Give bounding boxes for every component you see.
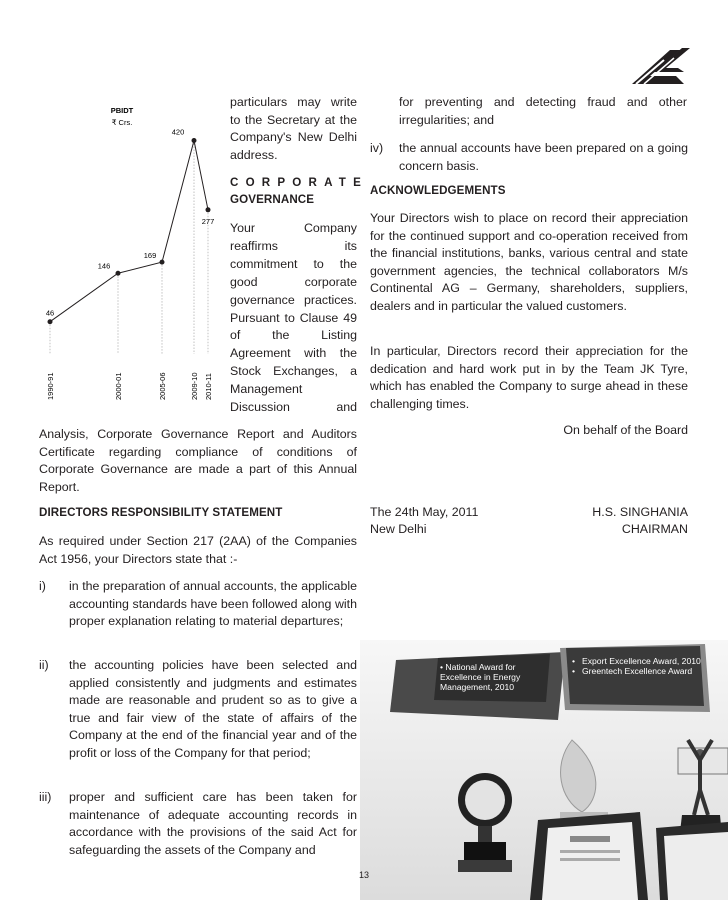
award-greentech: Greentech Excellence Award bbox=[582, 666, 693, 676]
item-iv bbox=[370, 140, 688, 176]
drs-intro: As required under Section 217 (2AA) of the Companies Act 1956, your Directors state that :- bbox=[39, 534, 357, 566]
drs-heading: DIRECTORS RESPONSIBILITY STATEMENT bbox=[39, 506, 283, 519]
drs-item-number: ii) bbox=[39, 658, 49, 672]
chart-x-tick-label: 2005-06 bbox=[158, 372, 167, 400]
drs-item-2 bbox=[39, 657, 357, 787]
chart-unit-label: ₹ Crs. bbox=[111, 118, 133, 127]
award-energy-management: National Award for Excellence in Energy Management, 2010 bbox=[440, 662, 521, 692]
chart-title: PBIDT bbox=[110, 106, 134, 115]
chart-data-label: 420 bbox=[171, 127, 185, 137]
awards-photo bbox=[360, 640, 728, 900]
jk-logo-icon bbox=[630, 46, 692, 86]
chart-data-point bbox=[160, 260, 165, 265]
chart-data-label: 169 bbox=[143, 251, 157, 261]
chart-data-point bbox=[192, 138, 197, 143]
pbidt-chart bbox=[36, 96, 220, 406]
award-caption-right bbox=[572, 656, 702, 676]
chart-data-label: 46 bbox=[45, 308, 55, 318]
chart-x-tick-label: 2009-10 bbox=[190, 372, 199, 400]
corporate-governance-heading: CORPORATE bbox=[230, 176, 369, 189]
drs-item-text: proper and sufficient care has been taken for maintenance of adequate accounting records in accordance with the provisions of the said Act for safeguarding the assets of the Company and bbox=[69, 790, 357, 857]
bullet-icon: • bbox=[440, 662, 446, 672]
chart-data-label: 277 bbox=[201, 216, 215, 226]
drs-item-number: iii) bbox=[39, 790, 52, 804]
drs-item-1 bbox=[39, 578, 357, 648]
drs-item-text: the accounting policies have been selected and applied consistently and judgments and estimates made are reasonable and prudent so as to give a true and fair view of the state of affairs of the Company at the end of the financial year and of the profit or loss of the Company for that period; bbox=[69, 658, 357, 760]
award-caption-left bbox=[440, 662, 550, 692]
signature-date: The 24th May, 2011 bbox=[370, 505, 479, 519]
acknowledgements-paragraph-2: In particular, Directors record their appreciation for the dedication and hard work put in by the Team JK Tyre, which has enabled the Company to surge ahead in these challenging times. bbox=[370, 344, 688, 411]
on-behalf-of-board: On behalf of the Board bbox=[563, 423, 688, 437]
drs-item-text: in the preparation of annual accounts, the applicable accounting standards have been followed along with proper explanation relating to material departures; bbox=[69, 579, 357, 629]
item-iv-text: the annual accounts have been prepared on a going concern basis. bbox=[399, 141, 688, 173]
award-export-excellence: Export Excellence Award, 2010 bbox=[582, 656, 701, 666]
chart-series-line bbox=[50, 141, 208, 322]
corporate-governance-body: Your Company reaffirms its commitment to the good corporate governance practices. Pursuant to Clause 49 of the Listing Agreement with the Stock Exchanges, a Management Discussion and bbox=[230, 221, 357, 415]
signatory-name: H.S. SINGHANIA bbox=[592, 505, 688, 519]
drs-item-3 bbox=[39, 789, 357, 861]
corporate-governance-heading-line2: GOVERNANCE bbox=[230, 193, 315, 206]
chart-x-tick-label: 2010-11 bbox=[204, 373, 213, 400]
item-iv-number: iv) bbox=[370, 141, 384, 155]
chart-data-label: 146 bbox=[97, 261, 111, 271]
chart-data-point bbox=[116, 271, 121, 276]
chart-data-point bbox=[206, 207, 211, 212]
item-iii-continued: for preventing and detecting fraud and other irregularities; and bbox=[399, 95, 687, 127]
acknowledgements-paragraph-1: Your Directors wish to place on record their appreciation for the continued support and co-operation received from the financial institutions, banks, various central and state government agencies, the technical collaborators M/s Continental AG – Germany, shareholders, suppliers, dealers and in particular the valued customers. bbox=[370, 211, 688, 313]
chart-x-tick-label: 1990-91 bbox=[46, 372, 55, 400]
signature-place: New Delhi bbox=[370, 522, 427, 536]
acknowledgements-heading: ACKNOWLEDGEMENTS bbox=[370, 184, 506, 197]
bullet-icon: • bbox=[572, 656, 576, 666]
chart-x-tick-label: 2000-01 bbox=[114, 372, 123, 400]
drs-item-number: i) bbox=[39, 579, 46, 593]
signatory-designation: CHAIRMAN bbox=[621, 522, 688, 536]
certificate-frame-icon bbox=[530, 812, 648, 900]
corporate-governance-continued: Analysis, Corporate Governance Report and Auditors Certificate regarding compliance of conditions of Corporate Governance are made a part of this Annual Report. bbox=[39, 427, 357, 494]
bullet-icon: • bbox=[572, 666, 576, 676]
shareholder-contact-paragraph: particulars may write to the Secretary at the Company's New Delhi address. bbox=[230, 95, 357, 162]
chart-data-point bbox=[48, 319, 53, 324]
page-number: 13 bbox=[358, 870, 369, 880]
